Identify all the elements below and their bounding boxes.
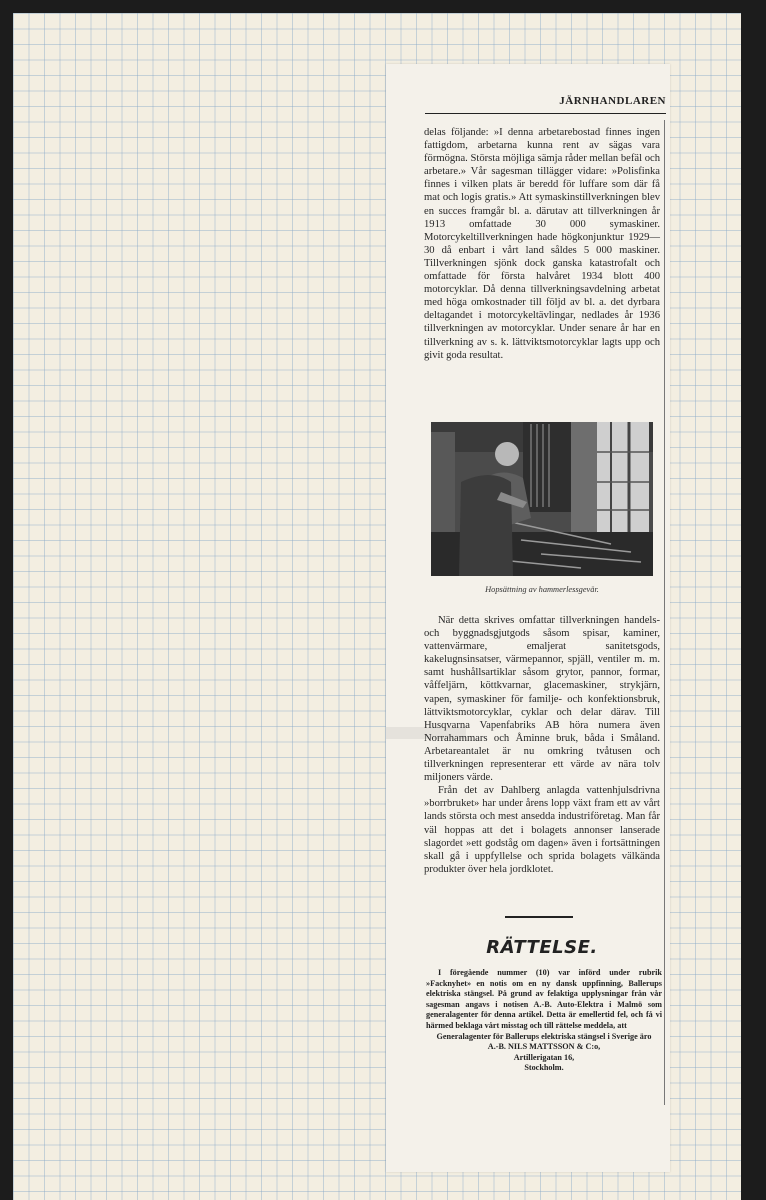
show-through-text: ▬▬ [386, 704, 466, 748]
notice-street: Artillerigatan 16, [513, 1052, 575, 1062]
notice-title: RÄTTELSE. [486, 937, 598, 958]
article-column-top [424, 126, 660, 362]
section-divider [505, 916, 573, 918]
notice-agents-line: Generalagenter för Ballerups elektriska stängsel i Sverige äro [436, 1031, 652, 1041]
correction-notice [426, 968, 662, 1074]
article-paragraph-3: Från det av Dahlberg anlagda vattenhjulsdrivna »borrbruket» har under årens lopp växt fram ett av vårt lands största och mest ansedda industriföretag. Man får väl hoppas att det i bolagets annonser lanserade slagordet »ett godståg om dagen» även i fortsättningen skall gå i uppfyllelse och sprida bolagets välkända produkter över hela jordklotet. [424, 785, 660, 875]
article-paragraph-1: delas följande: »I denna arbetarebostad finnes ingen fattigdom, arbetarna kunna rent av sägas vara förmögna. Största möjliga sämja råder mellan befäl och arbetare.» Vår sagesman tillägger vidare: »Polisfinka finnes i vilken plats är beredd för luffare som där få mat och logis gratis.» Att symaskinstillverkningen blev en succes framgår bl. a. därutav att tillverkningen år 1913 omfattade 30 000 symaskiner. Motorcykeltillverkningen hade högkonjunktur 1929—30 då enbart i vårt land såldes 5 000 maskiner. Tillverkningen sjönk dock ganska katastrofalt och omfattade för första halvåret 1934 blott 400 motorcyklar. Då denna tillverkningsavdelning arbetat med höga omkostnader till följd av bl. a. det dyrbara deltagandet i motorcykeltävlingar, nedlades år 1936 tillverkningen av motorcyklar. Under senare år har en tillverkning av s. k. lättviktsmotorcyklar lagts upp och givit goda resultat. [424, 127, 660, 361]
gunsmith-photo-image [431, 422, 653, 576]
column-rule [664, 120, 665, 1105]
notice-company: A.-B. NILS MATTSSON & C:o, [487, 1042, 601, 1052]
journal-header: JÄRNHANDLAREN [425, 95, 666, 114]
notice-city: Stockholm. [524, 1063, 564, 1073]
article-paragraph-2: När detta skrives omfattar tillverkningen handels- och byggnadsgjutgods såsom spisar, kaminer, vattenvärmare, emaljerat sanitetsgods, kakelugnsinsatser, värmepannor, spjäll, ventiler m. m. samt hushållsartiklar såsom grytor, pannor, formar, våffeljärn, köttkvarnar, glacemaskiner, strykjärn, vapen, symaskiner för familje- och konfektionsbruk, lättviktsmotorcyklar, cyklar och delar därav. Till Husqvarna Vapenfabriks AB höra numera även Norrahammars och Åminne bruk, båda i Småland. Arbetareantalet är nu omkring tvåtusen och tillverkningen representerar ett värde av nära tolv miljoners värde. [424, 615, 660, 784]
article-column-bottom [424, 614, 660, 876]
notice-body: I föregående nummer (10) var införd under rubrik »Facknyhet» en notis om en ny dansk uppfinning, Ballerups elektriska stängsel. På grund av felaktiga upplysningar från vår sagesman angavs i notisen A.-B. Auto-Elektra i Malmö som generalagenter för denna artikel. Detta är emellertid fel, och få vi härmed beklaga vårt misstag och till rättelse meddela, att [426, 968, 662, 1030]
workshop-photo [431, 422, 653, 576]
photo-caption: Hopsättning av hammerlessgevär. [485, 585, 599, 594]
